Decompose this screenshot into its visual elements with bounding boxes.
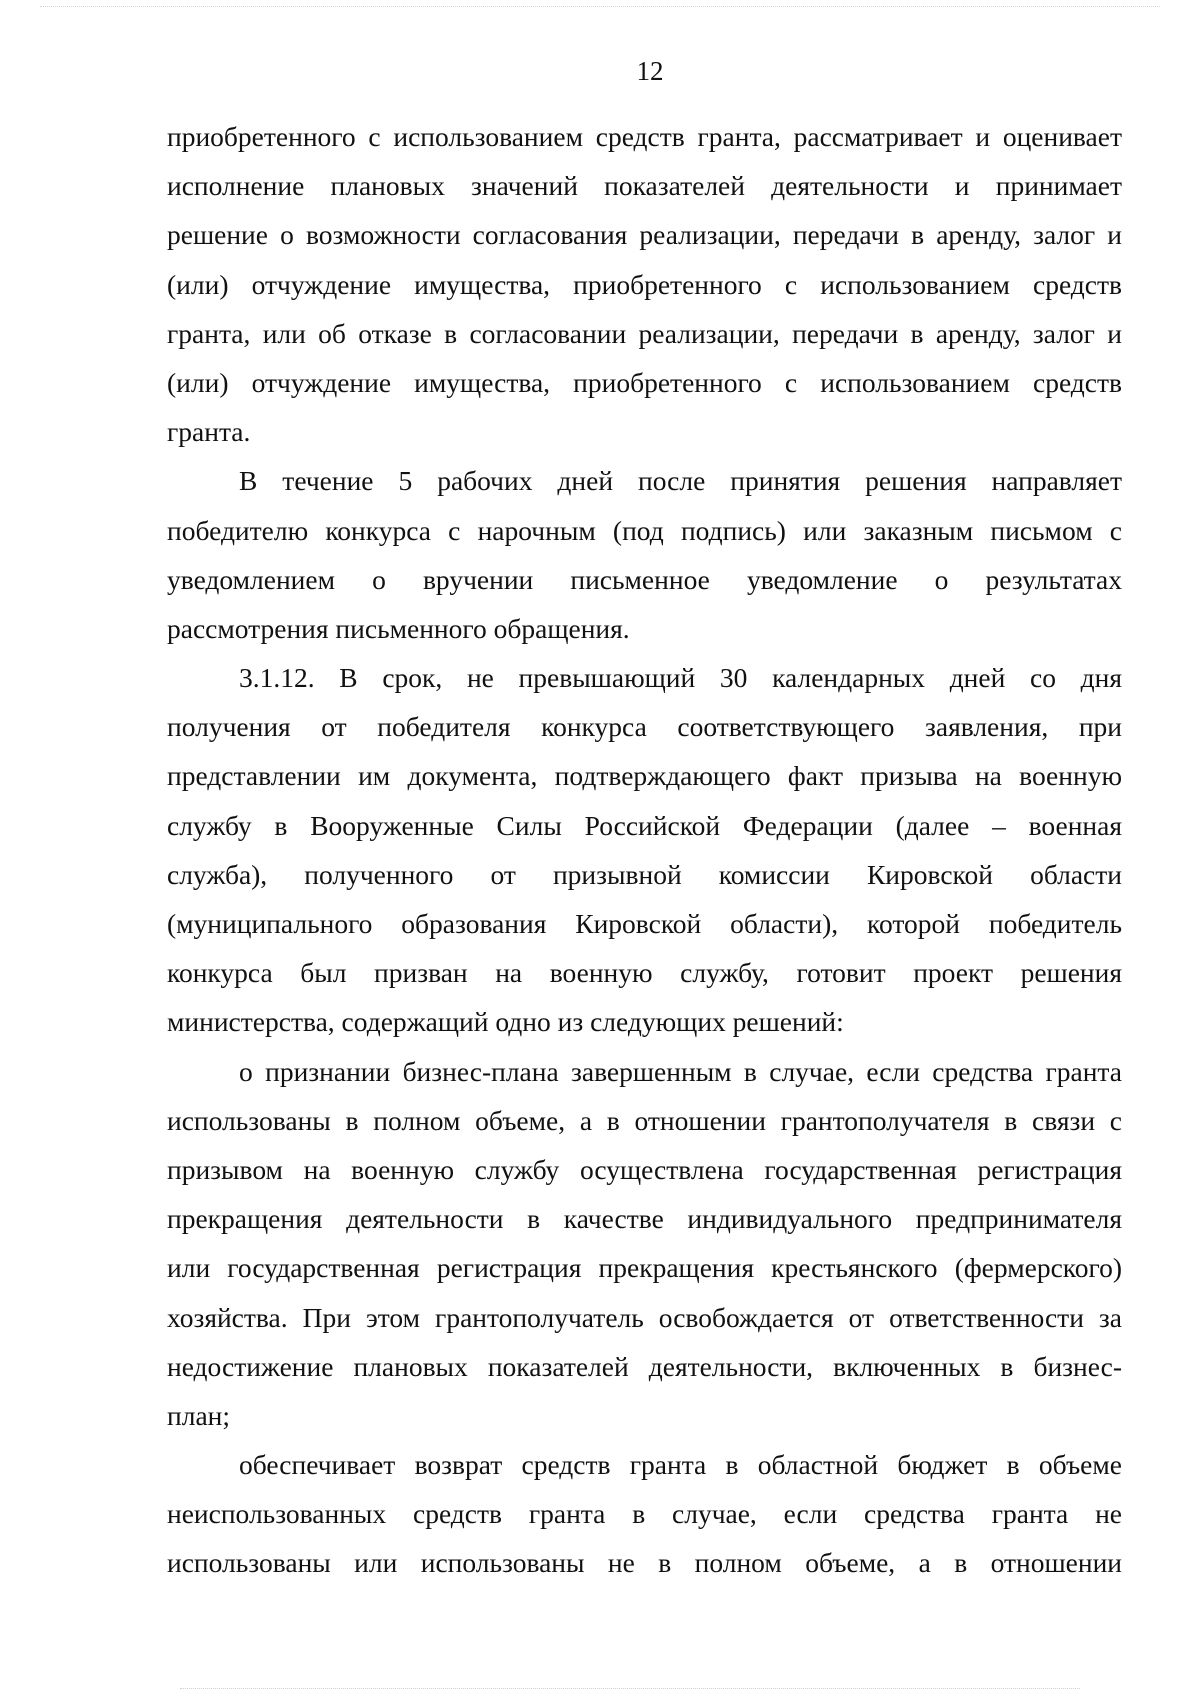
- text-line: В течение 5 рабочих дней после принятия решения направляет: [239, 465, 1122, 497]
- text-line: уведомлением о вручении письменное уведомление о результатах: [167, 563, 1122, 595]
- text-line: приобретенного с использованием средств гранта, рассматривает и оценивает: [167, 121, 1122, 152]
- text-line: рассмотрения письменного обращения.: [167, 612, 630, 644]
- page-number: 12: [636, 56, 664, 86]
- text-line: обеспечивает возврат средств гранта в областной бюджет в объеме: [239, 1449, 1122, 1481]
- text-line: победителю конкурса с нарочным (под подпись) или заказным письмом с: [167, 514, 1122, 546]
- text-line: представлении им документа, подтверждающего факт призыва на военную: [167, 760, 1122, 792]
- text-line: недостижение плановых показателей деятельности, включенных в бизнес-: [167, 1350, 1122, 1382]
- document-body: [167, 112, 1122, 1588]
- text-line: гранта, или об отказе в согласовании реализации, передачи в аренду, залог и: [167, 317, 1122, 349]
- text-line: о признании бизнес-плана завершенным в случае, если средства гранта: [239, 1055, 1122, 1087]
- text-line: получения от победителя конкурса соответствующего заявления, при: [167, 711, 1122, 743]
- text-line: неиспользованных средств гранта в случае, если средства гранта не: [167, 1498, 1122, 1530]
- text-line: или государственная регистрация прекращения крестьянского (фермерского): [167, 1252, 1122, 1284]
- text-line: прекращения деятельности в качестве индивидуального предпринимателя: [167, 1203, 1122, 1235]
- scan-edge-top: [40, 6, 1160, 8]
- scan-edge-bottom: [180, 1688, 1080, 1690]
- text-line: конкурса был призван на военную службу, готовит проект решения: [167, 957, 1122, 989]
- text-line: службу в Вооруженные Силы Российской Федерации (далее – военная: [167, 809, 1122, 841]
- text-line: (или) отчуждение имущества, приобретенного с использованием средств: [167, 366, 1122, 398]
- text-line: 3.1.12. В срок, не превышающий 30 календарных дней со дня: [239, 662, 1122, 694]
- text-line: план;: [167, 1399, 231, 1431]
- text-line: (или) отчуждение имущества, приобретенного с использованием средств: [167, 268, 1122, 300]
- text-line: призывом на военную службу осуществлена государственная регистрация: [167, 1153, 1122, 1185]
- text-line: министерства, содержащий одно из следующих решений:: [167, 1006, 844, 1038]
- text-line: использованы в полном объеме, а в отношении грантополучателя в связи с: [167, 1104, 1122, 1136]
- text-line: служба), полученного от призывной комиссии Кировской области: [167, 858, 1122, 890]
- text-line: использованы или использованы не в полном объеме, а в отношении: [167, 1547, 1122, 1579]
- text-line: (муниципального образования Кировской области), которой победитель: [167, 908, 1122, 939]
- text-line: хозяйства. При этом грантополучатель освобождается от ответственности за: [167, 1301, 1122, 1333]
- text-line: решение о возможности согласования реализации, передачи в аренду, залог и: [167, 219, 1122, 251]
- text-line: гранта.: [167, 416, 251, 448]
- text-line: исполнение плановых значений показателей деятельности и принимает: [167, 170, 1122, 202]
